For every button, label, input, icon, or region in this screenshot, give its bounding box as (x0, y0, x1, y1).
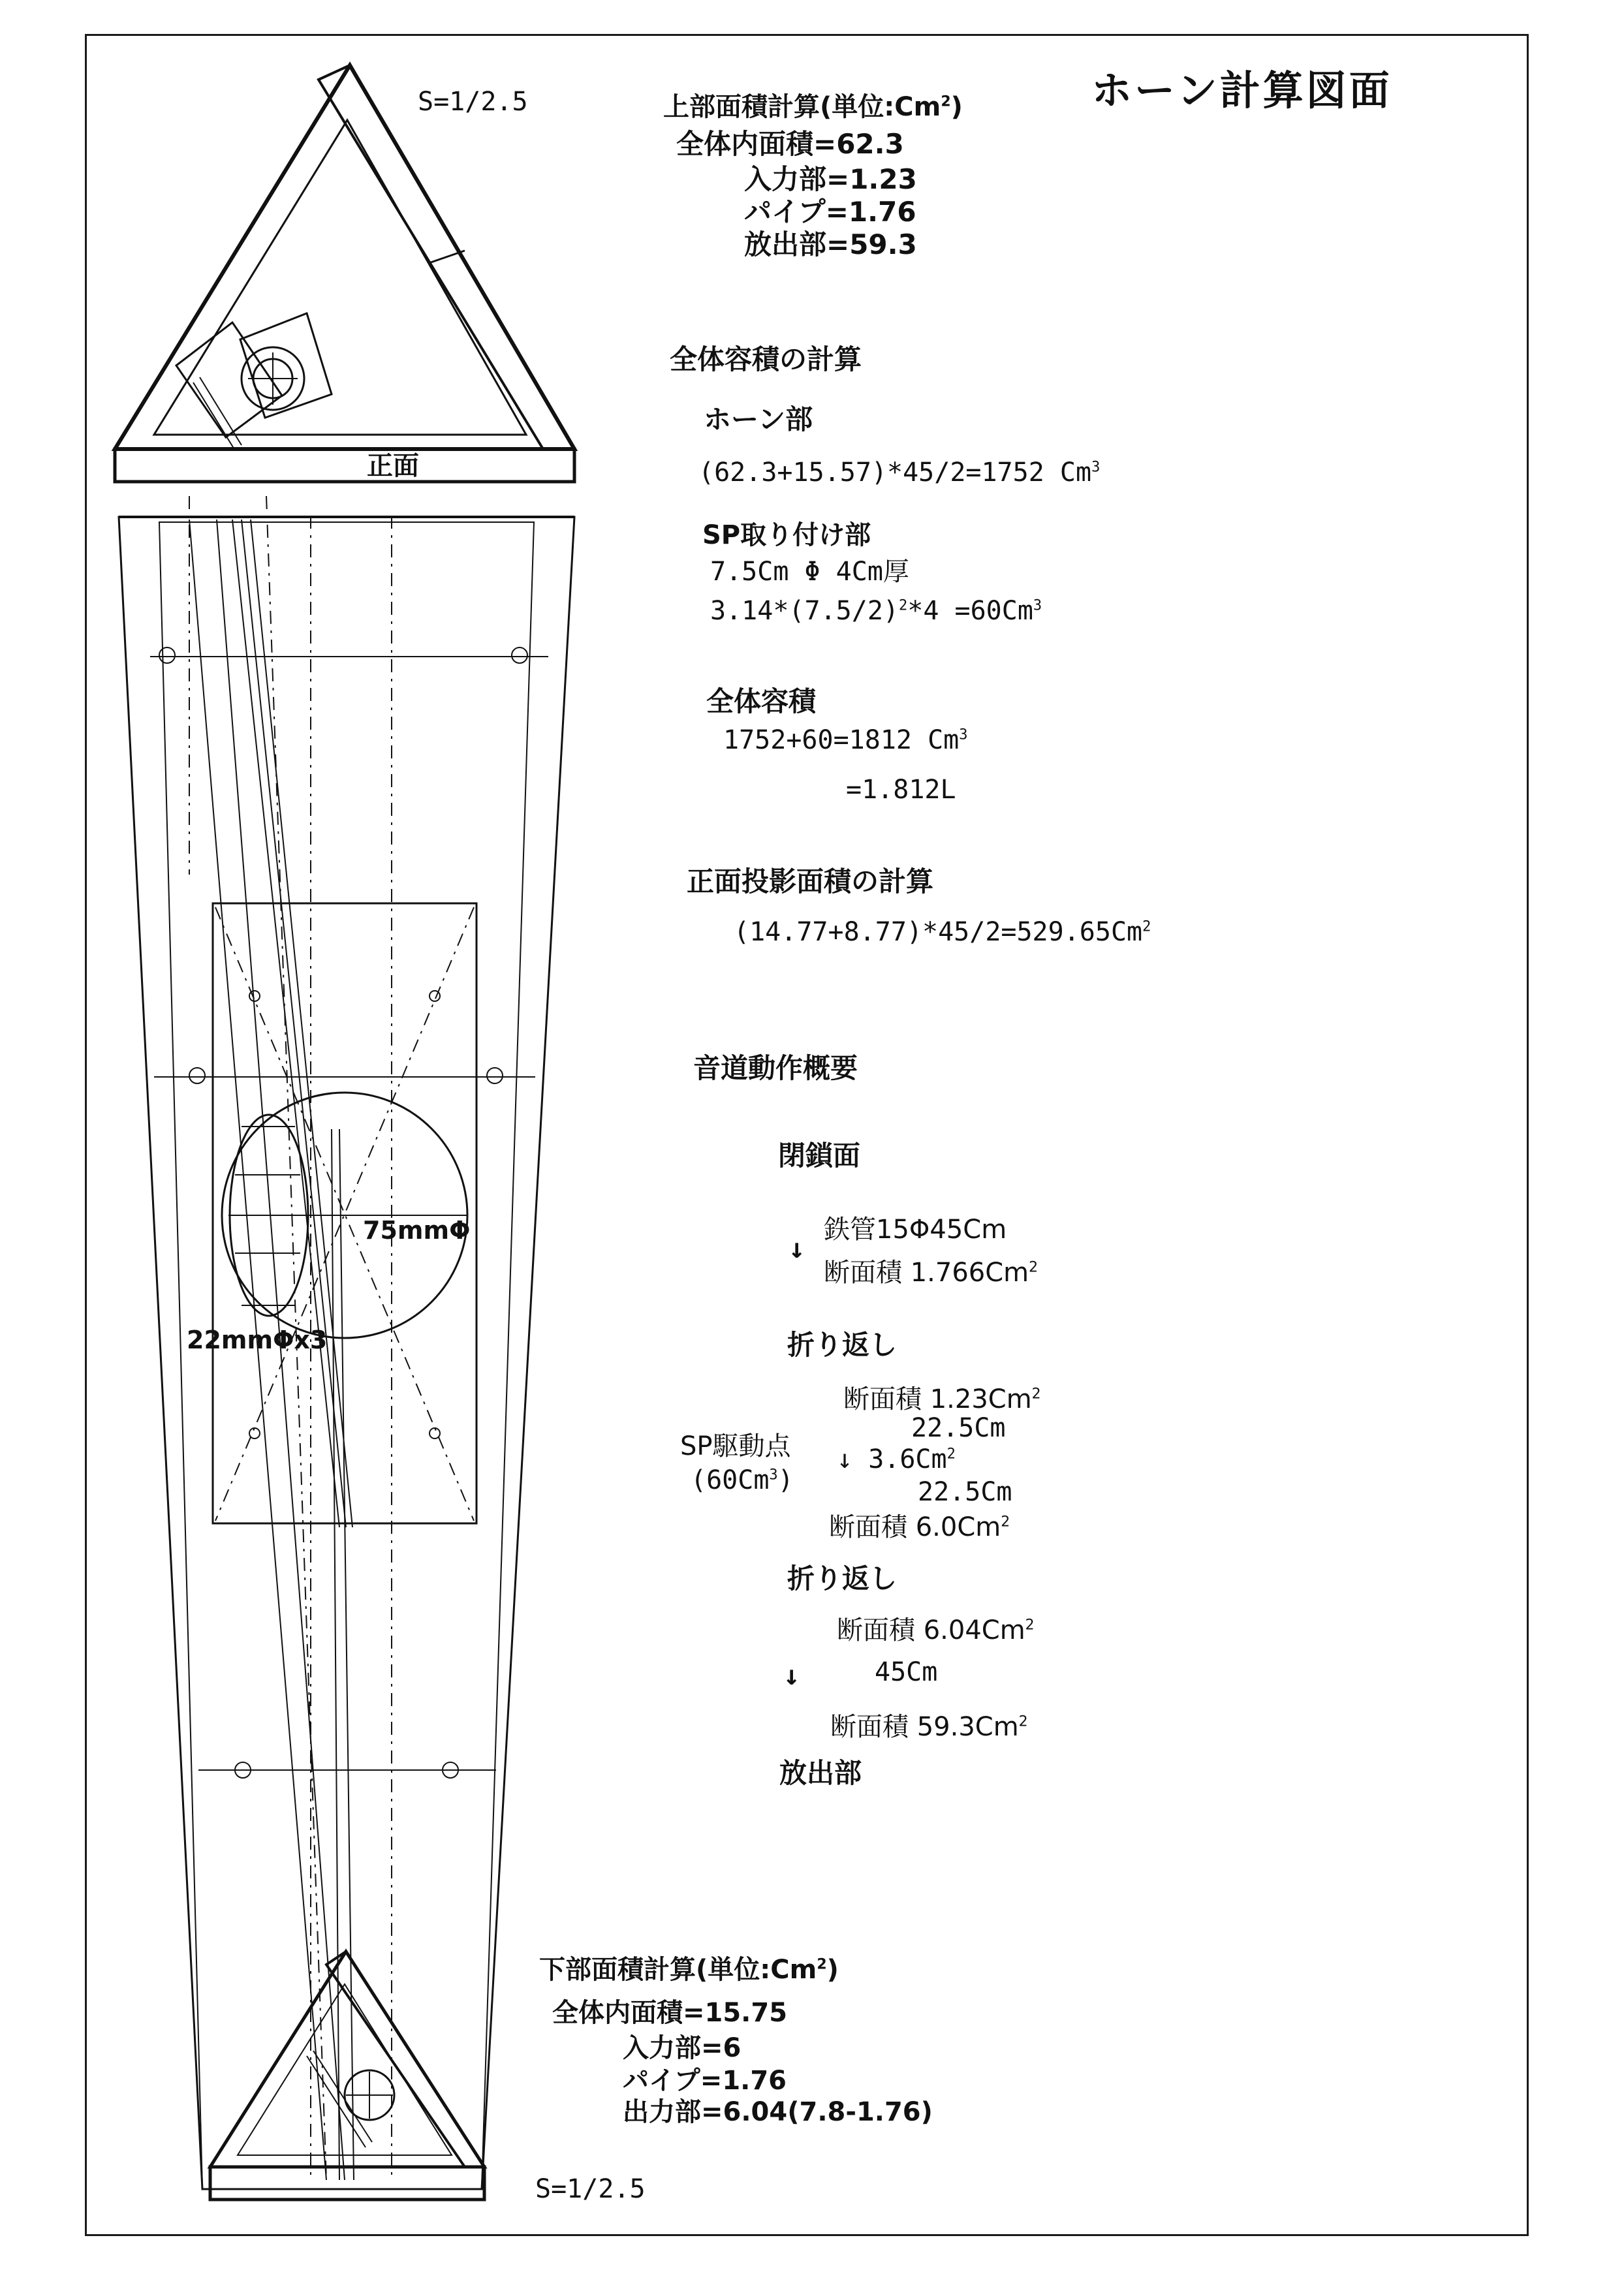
path-pipe-area: 断面積 1.766Cm (824, 1258, 1029, 1288)
superscript-2: 2 (1001, 1514, 1010, 1531)
path-sp-drive-vol-close: ) (777, 1465, 794, 1495)
superscript-2: 2 (1025, 1617, 1035, 1634)
lower-area-heading-close: ) (826, 1955, 839, 1985)
upper-area-heading: 上部面積計算(単位:Cm (663, 92, 941, 122)
path-arrow-3: ↓ (783, 1659, 800, 1691)
horn-heading: ホーン部 (704, 403, 813, 435)
path-fold-1: 折り返し (787, 1329, 898, 1361)
path-arrow-2 (837, 1446, 956, 1472)
volume-total-calc: 1752+60=1812 Cm (723, 725, 960, 755)
path-closed: 閉鎖面 (778, 1140, 861, 1172)
path-sp-drive: SP駆動点 (680, 1431, 791, 1461)
path-sp-drive-vol (691, 1467, 794, 1493)
superscript-2: 2 (817, 1956, 827, 1973)
volume-horn-calc: (62.3+15.57)*45/2=1752 Cm (698, 458, 1092, 488)
superscript-2: 2 (941, 93, 951, 110)
volume-sp-unit: Cm (1001, 596, 1033, 626)
page-title: ホーン計算図面 (1091, 67, 1392, 114)
path-pipe: 鉄管15Φ45Cm (824, 1215, 1007, 1245)
path-arrow2: ↓ (837, 1444, 853, 1474)
superscript-3: 3 (1091, 459, 1101, 476)
path-heading: 音道動作概要 (693, 1052, 858, 1084)
volume-sp-calc: 3.14*(7.5/2) (710, 596, 899, 626)
path-len-c: 45Cm (875, 1657, 938, 1687)
upper-area-heading (663, 94, 963, 120)
projection-calc (734, 919, 1151, 945)
speaker-label: 75mmΦ (363, 1216, 471, 1245)
upper-pipe: パイプ=1.76 (744, 196, 916, 228)
superscript-2: 2 (1142, 918, 1151, 935)
superscript-3: 3 (769, 1467, 778, 1484)
front-label: 正面 (367, 451, 419, 481)
sp-calc (710, 598, 1042, 624)
bottom-section-view (210, 1952, 484, 2200)
superscript-2: 2 (946, 1446, 956, 1463)
superscript-2: 2 (1018, 1713, 1028, 1730)
path-len-a: 22.5Cm (911, 1413, 1006, 1443)
volume-sp-calc-tail: *4 =60 (907, 596, 1002, 626)
path-fold-2: 折り返し (787, 1563, 898, 1595)
pipes-label: 22mmΦx3 (187, 1326, 328, 1354)
upper-area-heading-close: ) (950, 92, 963, 122)
lower-pipe: パイプ=1.76 (623, 2066, 787, 2096)
path-area-123: 断面積 1.23Cm (843, 1384, 1032, 1414)
path-area-123 (843, 1386, 1041, 1412)
superscript-2: 2 (1031, 1386, 1041, 1403)
scale-top: S=1/2.5 (418, 87, 528, 117)
upper-input: 入力部=1.23 (744, 163, 917, 195)
upper-output: 放出部=59.3 (744, 228, 917, 260)
total-volume-calc (723, 727, 967, 753)
superscript-2: 2 (1029, 1259, 1038, 1276)
path-sp-drive-vol: (60Cm (691, 1465, 770, 1495)
lower-total: 全体内面積=15.75 (552, 1998, 788, 2028)
total-volume-heading: 全体容積 (706, 685, 817, 717)
total-volume-liters: =1.812L (846, 775, 956, 805)
superscript-3: 3 (959, 726, 968, 743)
path-len-b: 22.5Cm (918, 1477, 1012, 1507)
path-area-604 (837, 1617, 1035, 1643)
path-area-593: 断面積 59.3Cm (830, 1712, 1019, 1742)
path-area-593 (830, 1714, 1028, 1740)
path-arrow-1: ↓ (789, 1232, 805, 1264)
path-area-604: 断面積 6.04Cm (837, 1615, 1025, 1645)
projection-calc: (14.77+8.77)*45/2=529.65 (734, 917, 1111, 947)
top-section-view (115, 65, 574, 482)
superscript-3: 3 (1033, 597, 1042, 614)
upper-total: 全体内面積=62.3 (676, 128, 904, 160)
path-area-60 (829, 1514, 1010, 1540)
scale-bottom: S=1/2.5 (535, 2174, 646, 2204)
path-mid-area: 3.6Cm (868, 1444, 947, 1474)
lower-area-heading: 下部面積計算(単位:Cm (539, 1955, 817, 1985)
top-pipe-block (176, 313, 332, 450)
speaker-circle (222, 1093, 467, 1338)
path-exit: 放出部 (779, 1757, 862, 1789)
sp-heading: SP取り付け部 (702, 520, 871, 550)
path-area-60: 断面積 6.0Cm (829, 1512, 1001, 1542)
horn-calc (698, 459, 1100, 486)
superscript-2: 2 (898, 597, 908, 614)
path-pipe-area (824, 1260, 1038, 1286)
lower-output: 出力部=6.04(7.8-1.76) (623, 2097, 933, 2127)
projection-heading: 正面投影面積の計算 (687, 865, 934, 897)
volume-heading: 全体容積の計算 (670, 343, 862, 375)
lower-input: 入力部=6 (623, 2033, 742, 2063)
sp-dims: 7.5Cm Φ 4Cm厚 (710, 557, 909, 587)
lower-area-heading (539, 1957, 839, 1983)
projection-unit: Cm (1110, 917, 1143, 947)
